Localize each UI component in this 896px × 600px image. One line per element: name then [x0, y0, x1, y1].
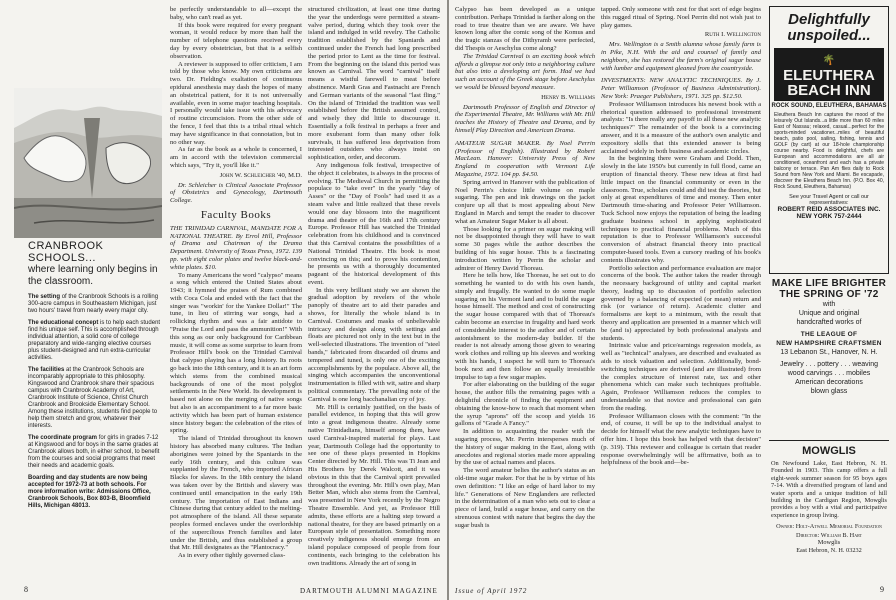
mowglis-owner: Owner: Holt-Atwell Memorial Foundation — [776, 523, 882, 531]
paragraph: be perfectly understandable to all—except the baby, who can't read as yet. — [170, 6, 302, 21]
craftsmen-headline-2: THE SPRING OF '72 — [779, 289, 879, 300]
eleuthera-tagline: Delightfully unspoiled... — [787, 11, 871, 44]
paragraph: Any indigenous folk festival, irrespective of the object it celebrates, is always in the process of evolving. The Medieval Church in permitting the populace to "take over" in the yearly "day of Asses" or the "Day of Fools" had used it as a steam valve and little realized that these revels would one day blossom into the magnificent drama and theatre of the 16th and 17th century Europe. Professor Hill has watched the Trinidad celebration from his childhood and is convinced that this Carnival contains the possibilities of a National Trinidad Theatre. His book is most convincing on this; and to prove his contention, he presents us with a thoroughly documented pageant of the historical development of this event. — [308, 161, 440, 286]
craftsmen-text: Unique and original — [798, 310, 860, 317]
reviewer-note: Dr. Schleicher is Clinical Associate Professor of Obstetrics and Gynecology, Dartmouth College. — [170, 181, 302, 205]
mowglis-title: MOWGLIS — [802, 445, 856, 457]
paragraph: The Trinidad Carnival is an exciting book which affords a glimpse not only into a neighboring culture but also into a developing art form. Had we had such an account of the Greek stage before Aeschylus we would be blessed beyond measure. — [455, 52, 595, 91]
right-column-1 — [455, 6, 595, 586]
paragraph: As far as the book as a whole is concerned, I am in accord with the television commercial which says, "Try it, you'll like it." — [170, 146, 302, 169]
craftsmen-org: NEW HAMPSHIRE CRAFTSMEN — [776, 340, 882, 347]
paragraph: If this book were required for every pregnant woman, it would reduce by more than half the number of telephone questions received every day by every obstetrician, but that is a selfish observation. — [170, 21, 302, 60]
reviewer-note: Mrs. Wellington is a Smith alumna whose family farm is in Pike, N.H. With the aid and counsel of family and neighbors, she has restored the farm's original sugar house with lumber and equipment gleaned from the countryside. — [601, 41, 761, 72]
mowglis-address: East Hebron, N. H. 03232 — [796, 547, 862, 555]
mowglis-name: Mowglis — [817, 539, 841, 547]
reviewer-signature: John W. Schleicher '40, M.D. — [219, 171, 302, 179]
craftsmen-ad — [769, 278, 889, 433]
campus-sculpture-photo — [14, 88, 162, 238]
craftsmen-address: 13 Lebanon St., Hanover, N. H. — [780, 349, 878, 356]
craftsmen-items: wood carvings . . . mobiles — [787, 370, 871, 377]
left-page — [0, 0, 447, 600]
craftsmen-text: with — [822, 301, 836, 308]
right-column-2 — [601, 6, 761, 586]
eleuthera-logo: 🌴 ELEUTHERA BEACH INN — [774, 48, 884, 101]
paragraph: Here he tells how, like Thoreau, he set out to do something he wanted to do with his own hands, simply and frugally. He wanted to do some maple sugaring on his Vermont land and to build the sugar house himself. The method and cost of constructing the sugar house compared with that of Thoreau's cabin become an exercise in frugality and hard work of considerable interest to the author and of certain astonishment to the modern-day builder. If the reader is not already among those given to wearing work clothes and rolling up his sleeves and working with his hands, I suspect he will turn to Thoreau's book next and then follow an equally irresistible impulse to tap a few sugar maples. — [455, 272, 595, 381]
paragraph: Those looking for a primer on sugar making will not be disappointed though they will have to wait some 30 pages while the author describes the building of his sugar house. This is a fascinating introduction written by Perrin the scholar and admirer of Henry David Thoreau. — [455, 225, 595, 272]
reviewer-signature: Henry B. Williams — [541, 93, 595, 101]
book-title: INVESTMENTS: NEW ANALYTIC TECHNIQUES. By J. Peter Williamson (Professor of Business Administration). New York: Praeger Publishers, 1971. 325 pp. $12.50. — [601, 77, 761, 100]
page-number-right: 9 — [880, 585, 884, 594]
book-title: THE TRINIDAD CARNIVAL, MANDATE FOR A NATIONAL THEATRE. By Errol Hill, Professor of Drama and Chairman of the Drama Department. University of Texas Press, 1972. 139 pp. with eight color plates and twelve black-and-white plates. $10. — [170, 224, 302, 271]
cranbrook-program: The coordinate program for girls in grades 7-12 at Kingswood and for boys in the same grades at Cranbrook allows both, in either school, to benefit from the courses and social programs that meet their needs and academic goals. — [28, 435, 160, 469]
paragraph: tapped. Only someone with zest for that sort of edge begins this rugged ritual of Spring. Noel Perrin did not wish just to play games. — [601, 6, 761, 29]
mowglis-description: On Newfound Lake, East Hebron, N. H. Founded in 1903. This camp offers a full eight-week summer season for 95 boys ages 7-14. With a diversified program of land and water sports and a unique tradition of hill building in the Cardigan Region, Mowglis provides a boy with a vital and participative experience in group living. — [771, 460, 887, 519]
craftsmen-org: THE LEAGUE OF — [800, 331, 858, 338]
paragraph: Professor Williamson introduces his newest book with a rhetorical question addressed to professional investment analysts: "Is there really any payoff to all these new analytic techniques?" The remainder of the book is a convincing answer, and it is a measure of the author's own analytic and expository skills that this extended answer is being acclaimed widely in both business and academic circles. — [601, 100, 761, 155]
left-column-2 — [308, 6, 440, 584]
craftsmen-headline-1: MAKE LIFE BRIGHTER — [771, 278, 887, 289]
palm-tree-icon: 🌴 — [822, 55, 836, 66]
cranbrook-educational: The educational concept is to help each student find his unique self. This is accomplished through individual attention, a solid core of college preparatory and wide-ranging elective courses plus student-designed and run extra-curricular activities. — [28, 320, 161, 361]
paragraph: Calypso has been developed as a unique contribution. Perhaps Trinidad is farther along on the road to true theatre than we are aware. We have known long after the comic song of the Komus and the tragic stanzas of the Dithyramb were perfected, did Thespis or Aeschylus come along? — [455, 6, 595, 52]
running-head-right: Issue of April 1972 — [455, 587, 528, 595]
eleuthera-representative: ROBERT REID ASSOCIATES INC. — [777, 206, 881, 213]
cranbrook-boarding: Boarding and day students are now being accepted for 1972-73 at both schools. For more information write: Admissions Office, Cranbrook Schools, Box 803-B, Bloomfield Hills, Michigan 48013. — [28, 475, 151, 509]
paragraph: In addition to acquainting the reader with the sugaring process, Mr. Perrin intersperses much of the history of sugar making in the East, along with anecdotes and regional stories made more appealing by the use of actual names and places. — [455, 428, 595, 467]
paragraph: structured civilization, at least one time during the year the underdogs were permitted a steam-valve period, during which they took over the island and indulged in wild revelry. The Catholic tradition established by the Spaniards and continued under the French had long prescribed the period prior to Lent as the time for festival. From the beginning on the island this period was known as Carnival. The word "carnival" itself means a wistful farewell to meat before abstinence. Mardi Gras and Fastnacht are French and German variants of the seasonal "last fling." On the island of Trinidad the tradition was well established before the British assumed control, and wisely they did little to discourage it. Essentially a folk festival in perhaps a freer and more exuberant form than many other folk survivals, it has suffered less deprivation from interested outsiders who always insist on sophistication, order, and decorum. — [308, 6, 440, 162]
eleuthera-contact: See your Travel Agent or call our representatives: — [789, 194, 869, 206]
craftsmen-items: blown glass — [810, 388, 848, 395]
mowglis-ad — [769, 440, 889, 590]
craftsmen-items: American decorations — [795, 379, 863, 386]
eleuthera-description: Eleuthera Beach Inn captures the mood of the leisurely Out Islands...a little more than 60 miles East of Nassau; relaxed, casual...perfect for the sports-minded vacationer...miles of beautiful beach, patio pool, sailing, fishing, tennis and GOLF (by cart) at our 18-hole championship course nearby. Food is delightful, chefs are European and accommodations are all air conditioned, oceanfront and each has a private balcony or terrace. Pan Am flies daily to Rock Sound from New York and Miami. Be escapade, discover the Eleuthera Beach Inn. (P.O. Box 40, Rock Sound, Eleuthera, Bahamas) — [774, 112, 884, 190]
cranbrook-ad — [28, 240, 162, 515]
craftsmen-items: Jewelry . . . pottery . . . weaving — [779, 361, 879, 368]
craftsmen-text: handcrafted works of — [796, 319, 862, 326]
cranbrook-heading: CRANBROOK SCHOOLS... — [28, 240, 104, 264]
paragraph: Mr. Hill is certainly justified, on the basis of parallel evidence, in hoping that this will grow into a great indigenous theatre. Already some native Trinidadians, himself among them, have used Carnival-inspired material for plays. Last year, Dartmouth College had the opportunity to see one of these plays presented in Hopkins Center directed by Mr. Hill. This was Ti Jean and His Brothers by Derek Walcott, and it was obvious in this that the Carnival spirit prevailed throughout the evening. Mr. Hill's own play, Man Better Man, which also stems from the Carnival, was presented in New York recently by the Negro Theatre Ensemble. And yet, as Professor Hill admits, these efforts are a halting step toward a national theatre, for they are based primarily on a European style of presentation. Something more creatively indigenous should emerge from an island populace composed of people from four continents, each bringing to the celebration his own traditions. Already the art of song in — [308, 403, 440, 567]
paragraph: The word amateur belies the author's status as an old-time sugar maker. For that he is by virtue of his own definition: "I like an edge of hard labor to my life." Generations of New Englanders are reflected in the determination of a man who sets out to clear a piece of land, build a sugar house, and carry on the strenuous contest with nature that begins the day the sugar bush is — [455, 467, 595, 529]
paragraph: In the beginning there were Graham and Dodd. Then, slowly in the late 1950's but currently in full flood, came an eruption of financial theory. These new ideas at first had little impact on the financial community or even in the classroom. True, scholars could and did test the theories, but only at great expenditures of time and money. Then enter Dartmouth time-sharing and Professor Peter Williamson. Tuck School now enjoys the reputation of being the leading graduate business school in applying sophisticated techniques to practical financial problems. Much of this reputation is due to Professor Williamson's successful conversion of abstract financial theory into practical computer-based tools. Even a cursory reading of his book's contents illustrates why. — [601, 155, 761, 264]
eleuthera-location: ROCK SOUND, ELEUTHERA, BAHAMAS — [771, 103, 887, 109]
mowglis-director: Director: William B. Hart — [796, 531, 862, 539]
running-head-left: DARTMOUTH ALUMNI MAGAZINE — [300, 587, 438, 595]
sculpture-illustration — [14, 88, 162, 238]
reviewer-note: Dartmouth Professor of English and Director of the Experimental Theatre, Mr. Williams with Mr. Hill teaches the History of Theatre and Drama, and by himself Play Direction and American Drama. — [455, 103, 595, 134]
paragraph: To many Americans the word "calypso" means a song which entered the United States about 1943; it hymned the praises of Rum combined with Coca Cola and ended with the fact that the singer was "workin' for the Yankee Dollar!" The tune, in lieu of stirring war songs, had a rollicking rhythm and was a fair antidote to "Praise the Lord and pass the ammunition!" With this song as our only background for Caribbean music, it will come as some surprise to learn from Professor Hill's book on the Trinidad Carnival that calypso playing has a long history. Its roots go back into the 18th century, and it is an art form which stems from the combined musical backgrounds of one of the most polyglot settlements in the New World. Its development is based not alone on the merging of native songs but also is an accompaniment to a far more basic activity which has been part of human existence since history began: the celebration of the rites of spring. — [170, 271, 302, 435]
paragraph: Portfolio selection and performance evaluation are major concerns of the book. The author takes the reader through the necessary background of utility and capital market theory, leading up to discussion of portfolio selection governed by a balancing of expected (or mean) return and risk (or variance of return). Academic clutter and formalisms are kept to a minimum, with the result that theory and application are presented in a manner which will be (and is) appreciated by both professional analysts and students. — [601, 264, 761, 342]
reviewer-signature: Ruth I. Wellington — [704, 31, 761, 39]
cranbrook-facilities: The facilities at the Cranbrook Schools are incomparably appropriate to this philosophy. Kingswood and Cranbrook share their spacious campus with Cranbrook Academy of Art, Cranbrook Institute of Science, Christ Church Cranbrook and Brookside Elementary School. Among these institutions, students find people to help them stretch and grow, whatever their interests. — [28, 367, 158, 429]
paragraph: Spring arrived in Hanover with the publication of Noel Perrin's choice little volume on maple sugaring. The pen and ink drawings on the jacket conjure up all that is most appealing about New England in March and tempt the reader to discover what an Amateur Sugar Maker is all about. — [455, 178, 595, 225]
cranbrook-setting: The setting of the Cranbrook Schools is a rolling 300-acre campus in Southeastern Michigan, just two hours' travel from nearly every major city. — [28, 294, 159, 314]
paragraph: A reviewer is supposed to offer criticism, I am told by those who know. My own criticisms are two. Dr. Fielding's exaltation of continuous epidural anesthesia may dash the hopes of many an obstetrical patient, for it is not universally available, even in some major teaching hospitals. I personally would take issue with his advocacy of routine circumcision. From the other side of the fence, I feel that this is a tribal ritual which may have significance in that connotation, but in no other way. — [170, 60, 302, 146]
eleuthera-phone: NEW YORK 757-2444 — [796, 213, 862, 220]
paragraph: In this very brilliant study we are shown the gradual adoption by revelers of the whole panoply of theatre art to aid their parades and shows, for literally the whole island is in Carnival. Costumes and masks of unbelievable intricacy and design along with settings and floats are pictured not only in the text but in the well-selected illustrations. The invention of "steel bands," fabricated from discarded oil drums and tempered and tuned, is only one of the exciting accomplishments by the populace. Above all, the singing which accompanies the unconventional instrumentation is filled with wit, satire and sharp political commentary. The prevailing note of the Carnival is one long bacchanalian cry of joy. — [308, 286, 440, 403]
left-column-1 — [170, 6, 302, 584]
page-number-left: 8 — [24, 585, 28, 594]
paragraph: For after elaborating on the building of the sugar house, the author fills the remaining pages with a delightful chronicle of finding the equipment and obtaining the know-how to reach that moment when the syrup "aprons" off the scoop and yields 16 gallons of "Grade A Fancy." — [455, 381, 595, 428]
right-page — [449, 0, 896, 600]
paragraph: Intrinsic value and price/earnings regression models, as well as "technical" analyses, are described and evaluated as aids to stock valuation and selection. Additionally, bond-switching techniques are derived (and are illustrated) from the complex structure of interest rate, tax and other phenomena which can make such techniques profitable. Again, Professor Williamson reduces the complex to understandable so that novice and professional can gain from the reading. — [601, 342, 761, 412]
section-heading-faculty-books: Faculty Books — [200, 208, 272, 221]
cranbrook-subheading: where learning only begins in the classroom. — [28, 264, 158, 287]
eleuthera-ad — [769, 6, 889, 274]
paragraph: As in every other tightly governed class- — [178, 552, 286, 560]
book-title: AMATEUR SUGAR MAKER. By Noel Perrin (Professor of English). Illustrated by Robert MacLean. Hanover: University Press of New England in cooperation with Vermont Life Magazine, 1972. 104 pp. $4.50. — [455, 139, 595, 178]
paragraph: The island of Trinidad throughout its known history has absorbed many cultures. The Indian aborigines were joined by the Spaniards in the early 16th century, and this culture was supplanted by the French, who imported African Blacks for slaves. In the 18th century the island was taken over by the British and slavery was continued until emancipation in the early 19th century. The importation of East Indians and Chinese during that century added to the melting-pot atmosphere of the island. All these separate peoples formed enclaves under the overlordship of the supercilious French families and later under the British, and thus established a group that Mr. Hill designates as the "Plantocracy." — [170, 435, 302, 552]
paragraph: Professor Williamson closes with the comment: "In the end, of course, it will be up to the individual analyst to decide for himself what the new analytic techniques have to offer him. I hope this book has helped with that decision" (p. 319). This reviewer and colleague is certain that reader response overwhelmingly will be affirmative, both as to helpfulness of the book and—be- — [601, 412, 761, 467]
